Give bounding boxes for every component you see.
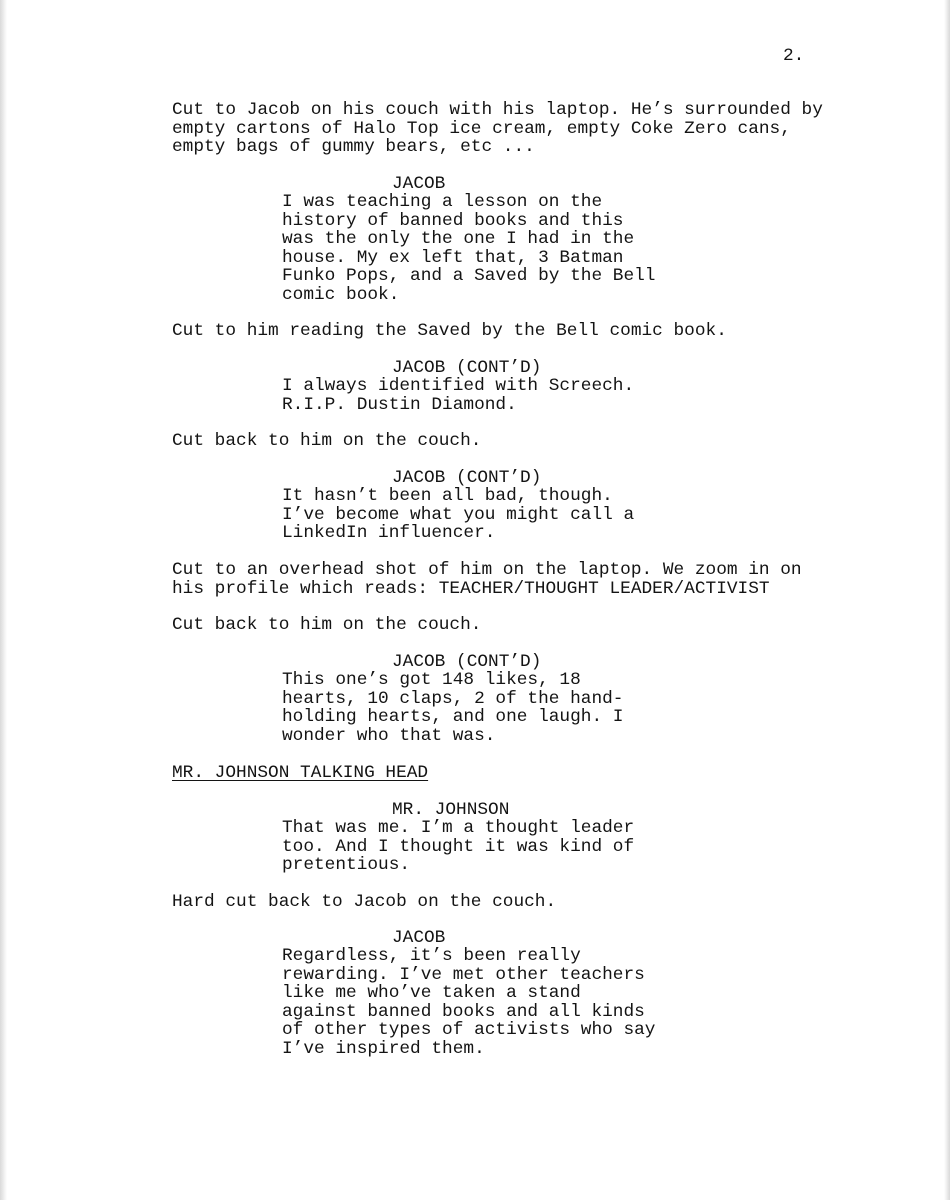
character-name: JACOB (CONT’D) bbox=[392, 468, 542, 488]
action-line: Cut to him reading the Saved by the Bell comic book. bbox=[172, 321, 727, 341]
action-line: Cut back to him on the couch. bbox=[172, 431, 482, 451]
action-line: Cut to Jacob on his couch with his laptop. He’s surrounded by empty cartons of Halo Top ice cream, empty Coke Zero cans, empty bags of gummy bears, etc ... bbox=[172, 100, 823, 157]
scene-heading: MR. JOHNSON TALKING HEAD bbox=[172, 763, 429, 783]
page-right-edge bbox=[944, 0, 950, 1200]
dialogue: It hasn’t been all bad, though. I’ve become what you might call a LinkedIn influencer. bbox=[282, 486, 635, 543]
character-name: JACOB bbox=[392, 174, 446, 194]
character-name: MR. JOHNSON bbox=[392, 800, 510, 820]
character-name: JACOB (CONT’D) bbox=[392, 358, 542, 378]
page-left-edge bbox=[0, 0, 7, 1200]
dialogue: This one’s got 148 likes, 18 hearts, 10 claps, 2 of the hand- holding hearts, and one laugh. I wonder who that was. bbox=[282, 670, 624, 746]
dialogue: That was me. I’m a thought leader too. And I thought it was kind of pretentious. bbox=[282, 818, 635, 875]
dialogue: I always identified with Screech. R.I.P. Dustin Diamond. bbox=[282, 376, 635, 415]
dialogue: Regardless, it’s been really rewarding. I’ve met other teachers like me who’ve taken a stand against banned books and all kinds of other types of activists who say I’ve inspired them. bbox=[282, 946, 656, 1059]
page-number: 2. bbox=[783, 46, 805, 66]
dialogue: I was teaching a lesson on the history of banned books and this was the only the one I had in the house. My ex left that, 3 Batman Funko Pops, and a Saved by the Bell comic book. bbox=[282, 192, 656, 305]
character-name: JACOB bbox=[392, 928, 446, 948]
action-line: Cut to an overhead shot of him on the laptop. We zoom in on his profile which reads: TEACHER/THOUGHT LEADER/ACTIVIST bbox=[172, 560, 802, 599]
action-line: Cut back to him on the couch. bbox=[172, 615, 482, 635]
character-name: JACOB (CONT’D) bbox=[392, 652, 542, 672]
action-line: Hard cut back to Jacob on the couch. bbox=[172, 892, 557, 912]
